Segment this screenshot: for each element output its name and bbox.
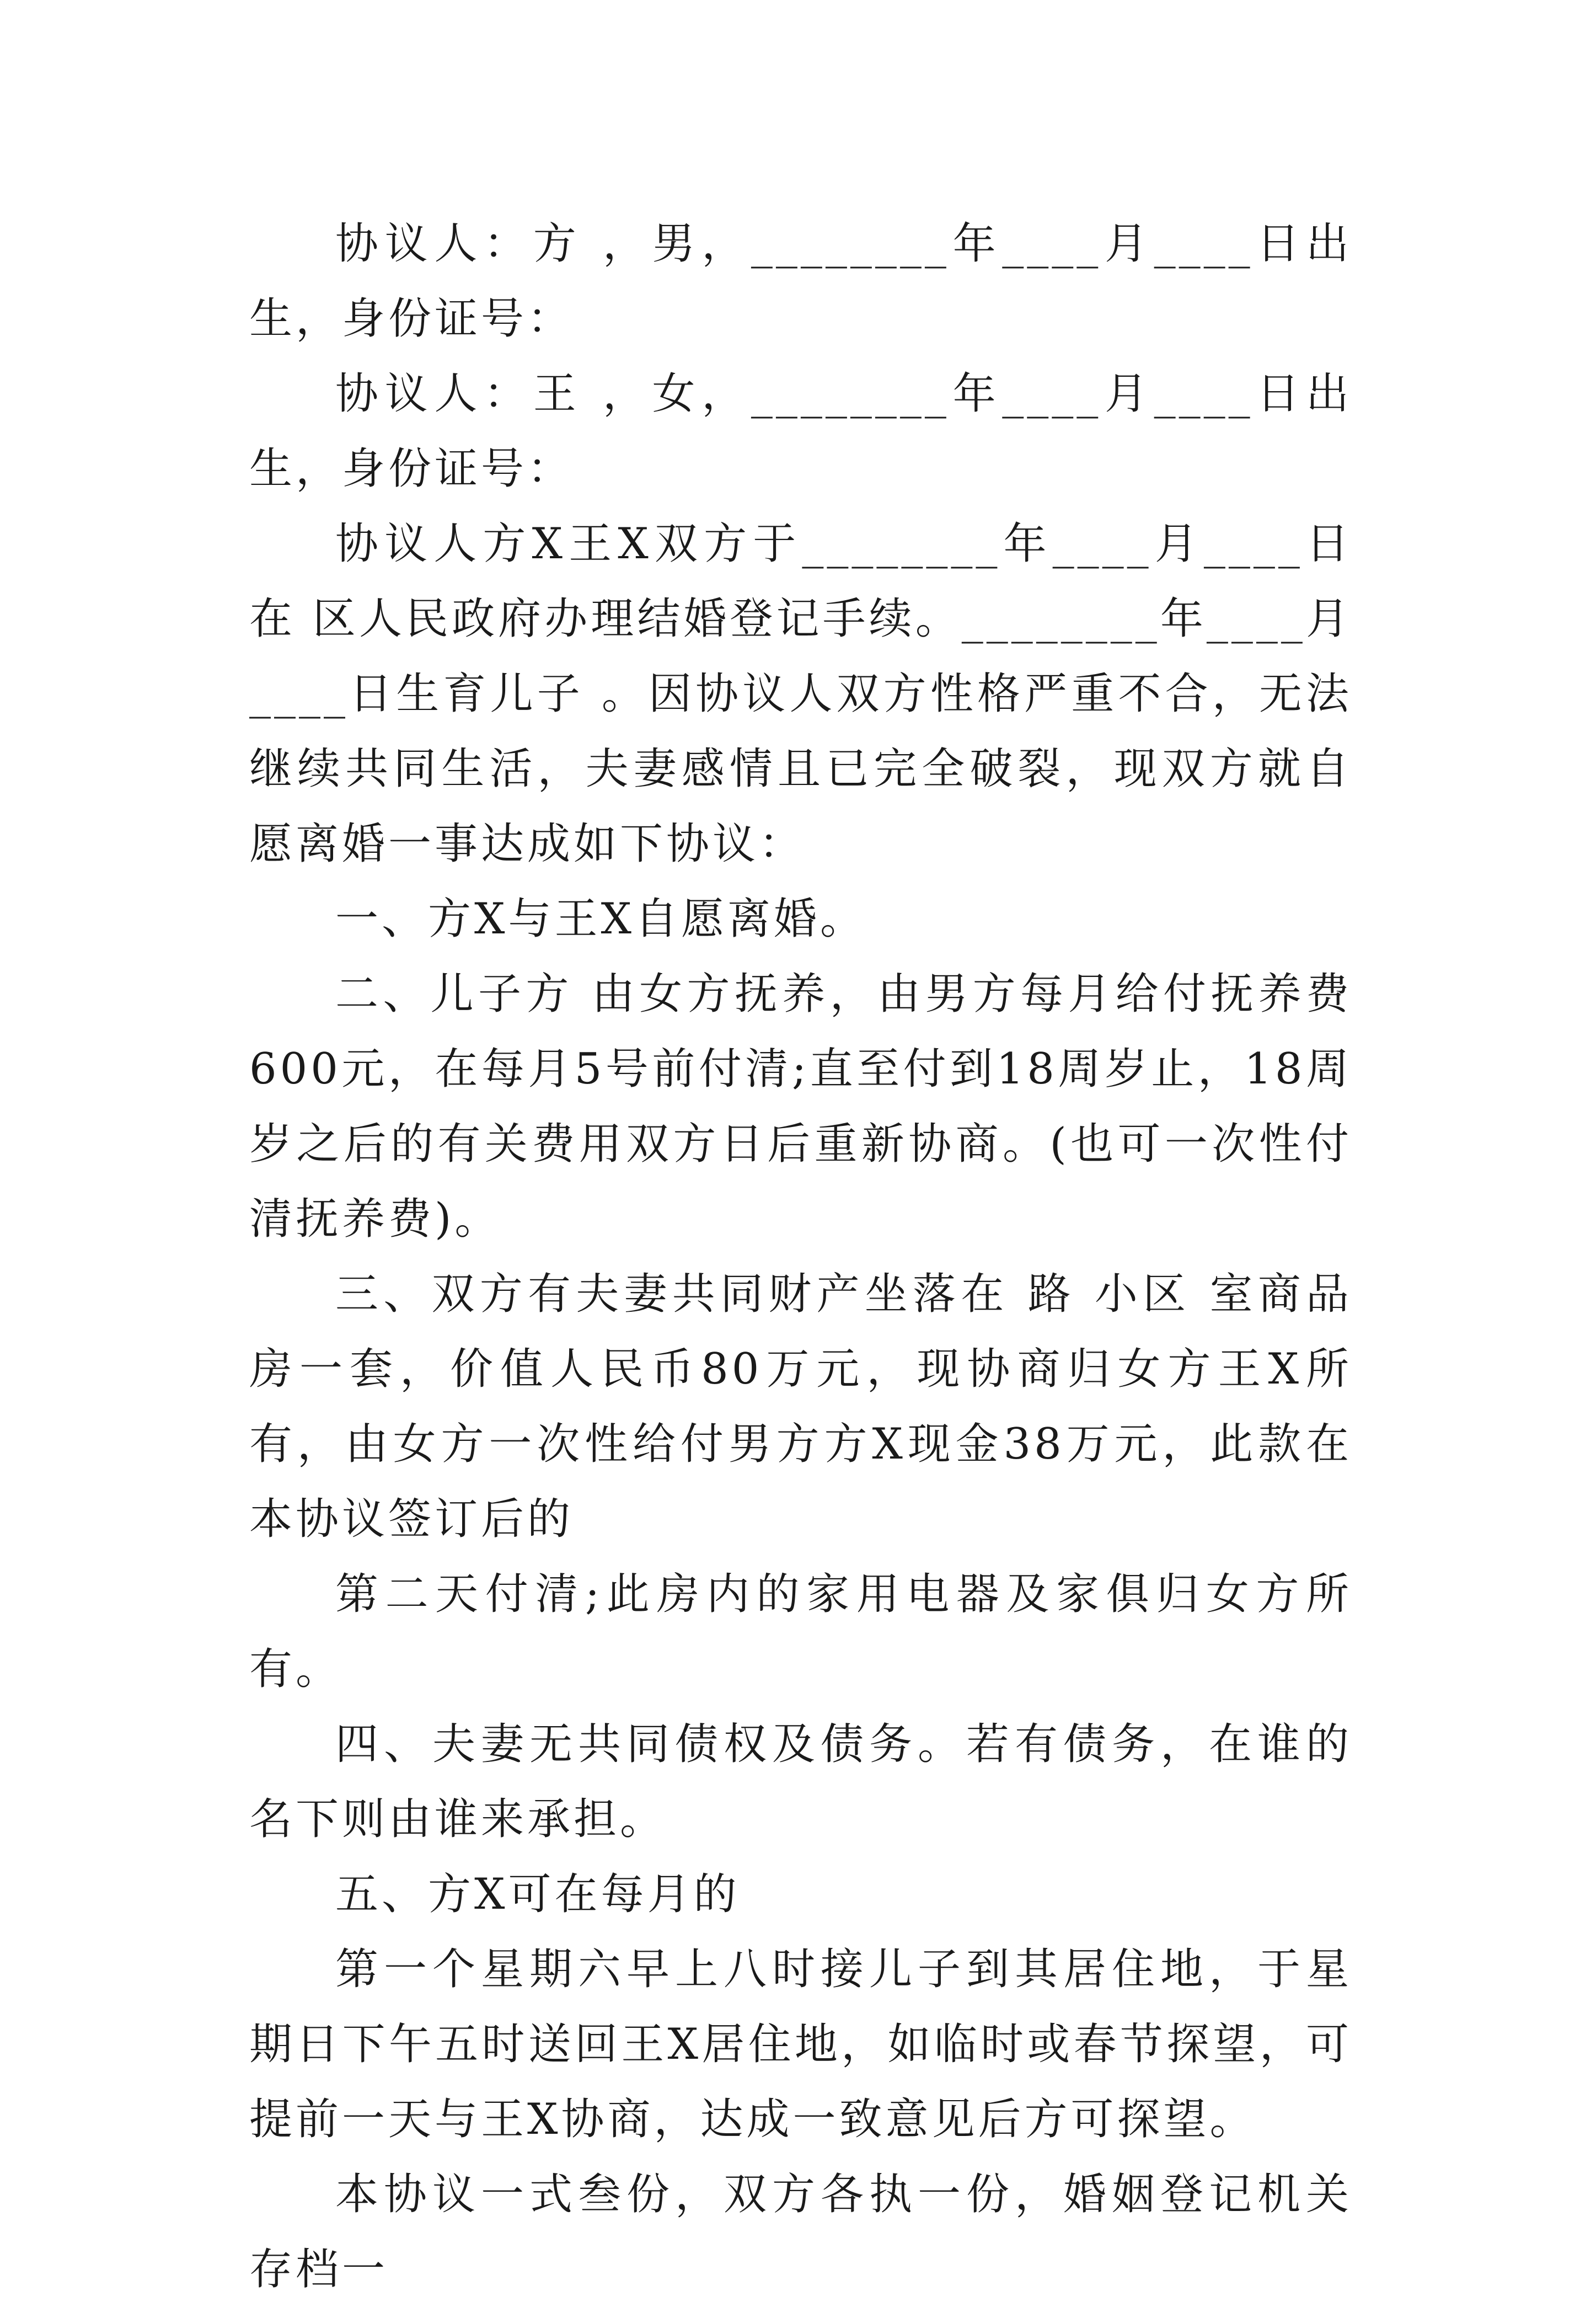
party-male-paragraph: 协议人：方 ，男，________年____月____日出生，身份证号：	[249, 219, 1352, 344]
clause-2-paragraph: 二、儿子方 由女方抚养，由男方每月给付抚养费600元，在每月5号前付清;直至付到18周岁止，18周岁之后的有关费用双方日后重新协商。(也可一次性付清抚养费)。	[249, 969, 1352, 1244]
clause-5-paragraph: 五、方X可在每月的	[335, 1870, 740, 1919]
copies-paragraph: 本协议一式叁份，双方各执一份，婚姻登记机关存档一	[249, 2170, 1352, 2294]
preamble-paragraph: 协议人方X王X双方于________年____月____日在 区人民政府办理结婚登记手续。________年____月____日生育儿子 。因协议人双方性格严重不合，无法继续共同生活，夫妻感情且已完全破裂，现双方就自愿离婚一事达成如下协议：	[249, 519, 1352, 869]
clause-4-paragraph: 四、夫妻无共同债权及债务。若有债务，在谁的名下则由谁来承担。	[249, 1719, 1352, 1844]
party-female-paragraph: 协议人：王 ，女，________年____月____日出生，身份证号：	[249, 369, 1352, 494]
clause-1-paragraph: 一、方X与王X自愿离婚。	[335, 894, 867, 944]
clause-5-continuation-paragraph: 第一个星期六早上八时接儿子到其居住地，于星期日下午五时送回王X居住地，如临时或春节探望，可提前一天与王X协商，达成一致意见后方可探望。	[249, 1945, 1352, 2144]
clause-3-continuation-paragraph: 第二天付清;此房内的家用电器及家俱归女方所有。	[249, 1569, 1352, 1694]
document-body	[249, 206, 1352, 2307]
clause-3-paragraph: 三、双方有夫妻共同财产坐落在 路 小区 室商品房一套，价值人民币80万元，现协商归女方王X所有，由女方一次性给付男方方X现金38万元，此款在本协议签订后的	[249, 1269, 1352, 1544]
